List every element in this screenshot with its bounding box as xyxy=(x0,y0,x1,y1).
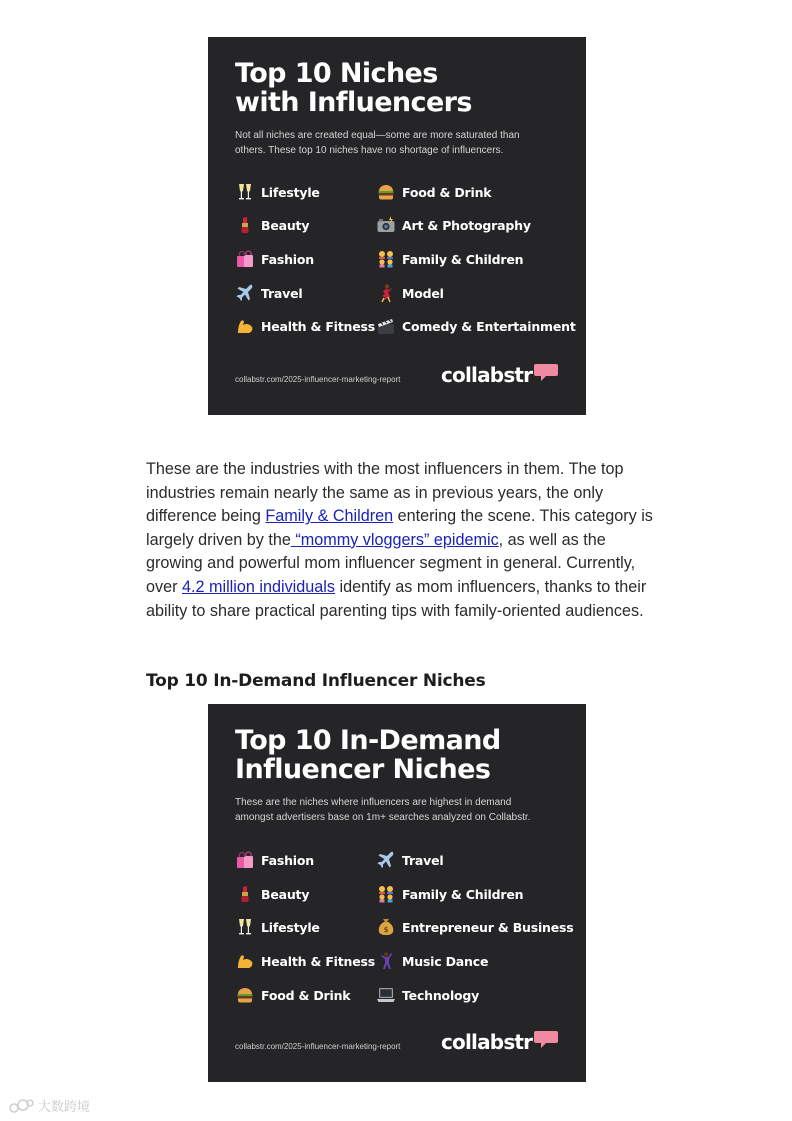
niche-label: Lifestyle xyxy=(261,184,320,200)
flexed-biceps-icon xyxy=(235,951,255,971)
niche-item-food-drink xyxy=(376,181,491,203)
niche-label: Music Dance xyxy=(402,953,489,969)
lipstick-icon xyxy=(235,215,255,235)
niche-label: Family & Children xyxy=(402,886,524,902)
family-icon xyxy=(376,249,396,269)
niche-label: Travel xyxy=(261,285,303,301)
section-heading: Top 10 In-Demand Influencer Niches xyxy=(146,671,486,691)
champagne-icon xyxy=(235,182,255,202)
report-url: collabstr.com/2025-influencer-marketing-report xyxy=(235,375,401,384)
report-url: collabstr.com/2025-influencer-marketing-report xyxy=(235,1042,401,1051)
niche-item-model xyxy=(376,282,444,304)
paragraph-text: entering the scene. This category is largely driven by the xyxy=(146,507,653,549)
niche-label: Food & Drink xyxy=(402,184,492,200)
niche-label: Lifestyle xyxy=(261,919,320,935)
niche-item-health-fitness xyxy=(235,315,375,337)
niche-label: Art & Photography xyxy=(402,217,531,233)
camera-flash-icon xyxy=(376,215,396,235)
airplane-icon xyxy=(376,850,396,870)
niche-label: Travel xyxy=(402,852,444,868)
champagne-icon xyxy=(235,917,255,937)
paragraph-text: These are the industries with the most influencers in them. The top industries remain nearly the same as in previous years, the only difference being xyxy=(146,460,624,526)
clapper-board-icon xyxy=(376,316,396,336)
niche-item-fashion xyxy=(235,849,314,871)
collabstr-logo: collabstr xyxy=(441,363,533,387)
hamburger-icon xyxy=(376,182,396,202)
niche-label: Fashion xyxy=(261,251,314,267)
family-icon xyxy=(376,884,396,904)
mom-influencers-count-link[interactable]: 4.2 million individuals xyxy=(182,577,335,596)
niche-item-food-drink xyxy=(235,984,350,1006)
article-paragraph xyxy=(146,458,666,623)
watermark xyxy=(8,1096,90,1115)
paragraph-text: , as well as the growing and powerful mom influencer segment in general. Currently, over xyxy=(146,530,636,596)
watermark-logo-icon xyxy=(8,1098,34,1114)
niche-label: Health & Fitness xyxy=(261,953,375,969)
niche-item-health-fitness xyxy=(235,950,375,972)
niche-item-family-children xyxy=(376,248,523,270)
niche-item-beauty xyxy=(235,214,309,236)
niche-label: Entrepreneur & Business xyxy=(402,919,574,935)
niche-label: Health & Fitness xyxy=(261,318,375,334)
niche-item-comedy-entertainment xyxy=(376,315,576,337)
card-title xyxy=(235,726,501,784)
card-subtitle xyxy=(235,795,555,825)
niche-item-music-dance xyxy=(376,950,488,972)
laptop-icon xyxy=(376,985,396,1005)
niche-item-entrepreneur-business xyxy=(376,916,574,938)
card-subtitle-line1: These are the niches where influencers are highest in demand xyxy=(235,797,512,808)
card-subtitle-line2: amongst advertisers base on 1m+ searches analyzed on Collabstr. xyxy=(235,812,531,823)
shopping-bags-icon xyxy=(235,850,255,870)
card-title-line2: Influencer Niches xyxy=(235,754,491,785)
card-title xyxy=(235,59,472,117)
niche-label: Family & Children xyxy=(402,251,524,267)
man-dancing-icon xyxy=(376,951,396,971)
niche-item-beauty xyxy=(235,883,309,905)
infographic-card-in-demand-niches xyxy=(208,704,586,1082)
airplane-icon xyxy=(235,283,255,303)
card-subtitle xyxy=(235,128,555,158)
shopping-bags-icon xyxy=(235,249,255,269)
niche-item-travel xyxy=(235,282,302,304)
paragraph-text: identify as mom influencers, thanks to their ability to share practical parenting tips with family-oriented audiences. xyxy=(146,577,647,620)
flexed-biceps-icon xyxy=(235,316,255,336)
card-title-line1: Top 10 In-Demand xyxy=(235,725,501,756)
speech-bubble-logo-icon xyxy=(533,362,559,384)
niche-label: Beauty xyxy=(261,886,310,902)
svg-text:$: $ xyxy=(383,926,389,934)
card-title-line1: Top 10 Niches xyxy=(235,58,438,89)
speech-bubble-logo-icon xyxy=(533,1029,559,1051)
family-children-link[interactable]: Family & Children xyxy=(265,507,394,526)
niche-label: Comedy & Entertainment xyxy=(402,318,576,334)
niche-label: Food & Drink xyxy=(261,987,351,1003)
niche-label: Technology xyxy=(402,987,480,1003)
card-title-line2: with Influencers xyxy=(235,87,472,118)
niche-item-fashion xyxy=(235,248,314,270)
niche-item-lifestyle xyxy=(235,916,320,938)
niche-item-art-photography xyxy=(376,214,531,236)
money-bag-icon xyxy=(376,917,396,937)
niche-label: Model xyxy=(402,285,444,301)
niche-item-lifestyle xyxy=(235,181,320,203)
niche-item-travel xyxy=(376,849,443,871)
mommy-vloggers-link[interactable]: “mommy vloggers” epidemic xyxy=(290,530,499,549)
niche-label: Fashion xyxy=(261,852,314,868)
watermark-text: 大数跨境 xyxy=(38,1100,91,1115)
infographic-card-top-niches xyxy=(208,37,586,415)
hamburger-icon xyxy=(235,985,255,1005)
lipstick-icon xyxy=(235,884,255,904)
niche-item-technology xyxy=(376,984,479,1006)
card-subtitle-line1: Not all niches are created equal—some are more saturated than xyxy=(235,130,520,141)
card-subtitle-line2: others. These top 10 niches have no shortage of influencers. xyxy=(235,145,504,156)
niche-label: Beauty xyxy=(261,217,310,233)
niche-item-family-children xyxy=(376,883,523,905)
collabstr-logo: collabstr xyxy=(441,1030,533,1054)
dancer-icon xyxy=(376,283,396,303)
